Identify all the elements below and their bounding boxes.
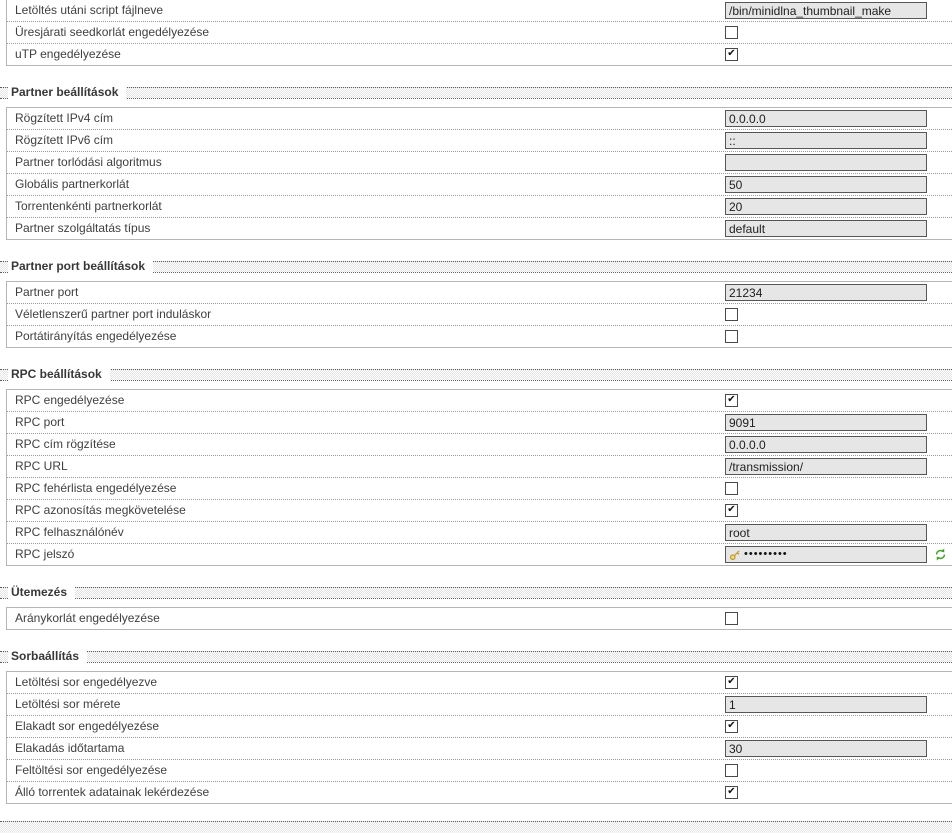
- row-value: [725, 694, 927, 715]
- settings-row: [7, 174, 952, 196]
- row-value: [725, 522, 927, 543]
- row-label: Letöltési sor engedélyezve: [15, 675, 158, 689]
- section-title: Sorbaállítás: [8, 648, 87, 665]
- text-input[interactable]: [725, 436, 927, 453]
- settings-row: [7, 108, 952, 130]
- settings-table: [6, 0, 952, 66]
- text-input[interactable]: [725, 198, 927, 215]
- section-header-bar: [0, 651, 952, 663]
- row-value: [725, 152, 927, 173]
- row-label: RPC cím rögzítése: [15, 437, 116, 451]
- checkbox[interactable]: [725, 308, 738, 321]
- settings-row: [7, 326, 952, 347]
- row-label: RPC URL: [15, 459, 68, 473]
- row-label: Torrentenkénti partnerkorlát: [15, 199, 162, 213]
- section-header-bar: [0, 369, 952, 381]
- password-input[interactable]: [725, 546, 927, 563]
- section-header-bar: [0, 87, 952, 99]
- row-value: [725, 544, 947, 565]
- row-label: Elakadás időtartama: [15, 741, 125, 755]
- row-value: [725, 716, 738, 737]
- row-value: [725, 0, 927, 21]
- row-label: RPC jelszó: [15, 547, 75, 561]
- key-icon: [729, 549, 741, 561]
- text-input[interactable]: [725, 132, 927, 149]
- checkbox[interactable]: [725, 786, 738, 799]
- text-input[interactable]: [725, 154, 927, 171]
- section-title: RPC beállítások: [8, 366, 110, 383]
- settings-row: [7, 152, 952, 174]
- settings-row: [7, 434, 952, 456]
- row-label: Rögzített IPv4 cím: [15, 111, 114, 125]
- text-input[interactable]: [725, 458, 927, 475]
- settings-row: [7, 500, 952, 522]
- refresh-icon[interactable]: [934, 548, 947, 561]
- row-value: [725, 130, 927, 151]
- row-value: [725, 782, 738, 803]
- settings-table: [6, 281, 952, 348]
- section-title: Ütemezés: [8, 584, 75, 601]
- settings-row: [7, 390, 952, 412]
- settings-row: [7, 716, 952, 738]
- row-label: Partner port: [15, 285, 79, 299]
- row-label: Partner szolgáltatás típus: [15, 221, 151, 235]
- settings-row: [7, 196, 952, 218]
- checkbox[interactable]: [725, 48, 738, 61]
- checkbox[interactable]: [725, 26, 738, 39]
- settings-row: [7, 760, 952, 782]
- row-value: [725, 218, 927, 239]
- row-value: [725, 412, 927, 433]
- settings-table: [6, 607, 952, 630]
- settings-row: [7, 608, 952, 629]
- row-label: Elakadt sor engedélyezése: [15, 719, 160, 733]
- text-input[interactable]: [725, 524, 927, 541]
- text-input[interactable]: [725, 740, 927, 757]
- row-value: [725, 174, 927, 195]
- password-masked-value: •••••••••: [744, 548, 788, 560]
- row-label: RPC fehérlista engedélyezése: [15, 481, 177, 495]
- row-label: RPC azonosítás megkövetelése: [15, 503, 186, 517]
- row-label: Feltöltési sor engedélyezése: [15, 763, 168, 777]
- checkbox[interactable]: [725, 612, 738, 625]
- row-value: [725, 326, 738, 347]
- settings-row: [7, 44, 952, 65]
- row-label: Üresjárati seedkorlát engedélyezése: [15, 25, 210, 39]
- row-value: [725, 108, 927, 129]
- row-value: [725, 196, 927, 217]
- row-value: [725, 478, 738, 499]
- row-value: [725, 22, 738, 43]
- row-label: Letöltési sor mérete: [15, 697, 121, 711]
- section-title: Partner beállítások: [8, 84, 126, 101]
- row-label: uTP engedélyezése: [15, 47, 121, 61]
- row-label: Aránykorlát engedélyezése: [15, 611, 160, 625]
- text-input[interactable]: [725, 696, 927, 713]
- settings-row: [7, 0, 952, 22]
- checkbox[interactable]: [725, 504, 738, 517]
- row-value: [725, 672, 738, 693]
- settings-row: [7, 522, 952, 544]
- row-value: [725, 390, 738, 411]
- settings-row: [7, 694, 952, 716]
- row-value: [725, 304, 738, 325]
- text-input[interactable]: [725, 176, 927, 193]
- row-label: Letöltés utáni script fájlneve: [15, 3, 164, 17]
- section-header-bar: [0, 587, 952, 599]
- row-label: Véletlenszerű partner port induláskor: [15, 307, 212, 321]
- text-input[interactable]: [725, 2, 927, 19]
- settings-row: [7, 412, 952, 434]
- settings-row: [7, 456, 952, 478]
- text-input[interactable]: [725, 284, 927, 301]
- settings-row: [7, 544, 952, 565]
- text-input[interactable]: [725, 414, 927, 431]
- settings-row: [7, 282, 952, 304]
- settings-row: [7, 218, 952, 239]
- settings-row: [7, 478, 952, 500]
- settings-table: [6, 671, 952, 804]
- row-value: [725, 434, 927, 455]
- row-label: Partner torlódási algoritmus: [15, 155, 162, 169]
- settings-row: [7, 304, 952, 326]
- settings-row: [7, 130, 952, 152]
- row-value: [725, 44, 738, 65]
- checkbox[interactable]: [725, 482, 738, 495]
- row-value: [725, 282, 927, 303]
- row-value: [725, 456, 927, 477]
- row-value: [725, 738, 927, 759]
- settings-table: [6, 107, 952, 240]
- settings-row: [7, 738, 952, 760]
- checkbox[interactable]: [725, 330, 738, 343]
- settings-row: [7, 672, 952, 694]
- row-label: Álló torrentek adatainak lekérdezése: [15, 785, 210, 799]
- settings-row: [7, 22, 952, 44]
- section-divider: [0, 821, 952, 832]
- row-label: Rögzített IPv6 cím: [15, 133, 114, 147]
- settings-row: [7, 782, 952, 803]
- row-label: Globális partnerkorlát: [15, 177, 130, 191]
- checkbox[interactable]: [725, 720, 738, 733]
- row-label: RPC felhasználónév: [15, 525, 124, 539]
- settings-table: [6, 389, 952, 566]
- checkbox[interactable]: [725, 394, 738, 407]
- checkbox[interactable]: [725, 764, 738, 777]
- section-title: Partner port beállítások: [8, 258, 153, 275]
- text-input[interactable]: [725, 110, 927, 127]
- section-header-bar: [0, 261, 952, 273]
- row-value: [725, 760, 738, 781]
- row-label: RPC engedélyezése: [15, 393, 125, 407]
- row-label: RPC port: [15, 415, 65, 429]
- row-label: Portátirányítás engedélyezése: [15, 329, 177, 343]
- row-value: [725, 500, 738, 521]
- row-value: [725, 608, 738, 629]
- checkbox[interactable]: [725, 676, 738, 689]
- text-input[interactable]: [725, 220, 927, 237]
